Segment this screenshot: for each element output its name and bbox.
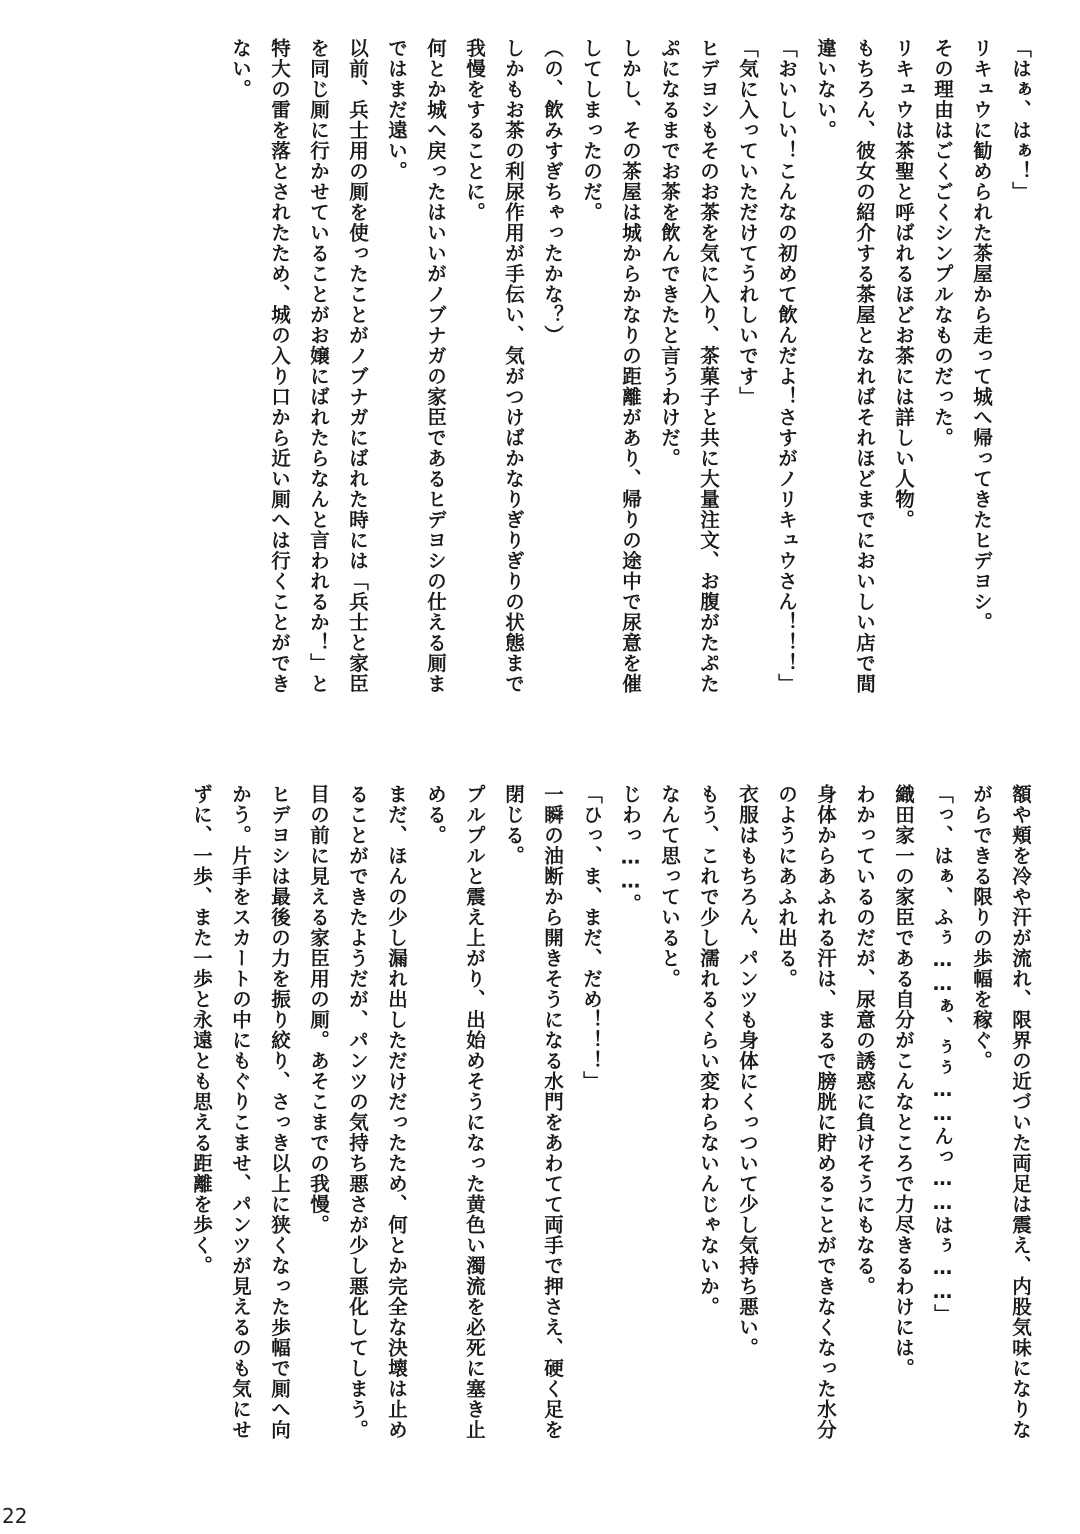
text-line: 「はぁ、はぁ！」 bbox=[1009, 38, 1032, 202]
text-line: 「っ、はぁ、ふぅ……ぁ、ぅぅ……んっ……はぅ……」 bbox=[931, 784, 954, 1325]
text-line: じわっ……。 bbox=[619, 784, 642, 914]
text-line: してしまったのだ。 bbox=[580, 38, 603, 223]
text-line: 額や頬を冷や汗が流れ、限界の近づいた両足は震え、内股気味になりな bbox=[1009, 784, 1032, 1440]
text-line: ることができたようだが、パンツの気持ち悪さが少し悪化してしまう。 bbox=[346, 784, 369, 1440]
text-line: める。 bbox=[424, 784, 447, 846]
text-line: のようにあふれ出る。 bbox=[775, 784, 798, 989]
lower-text-block bbox=[182, 784, 1040, 1504]
text-line: 身体からあふれる汗は、まるで膀胱に貯めることができなくなった水分 bbox=[814, 784, 837, 1440]
text-line: かう。片手をスカートの中にもぐりこませ、パンツが見えるのも気にせ bbox=[229, 784, 252, 1440]
text-line: もちろん、彼女の紹介する茶屋となればそれほどまでにおいしい店で間 bbox=[853, 38, 876, 694]
text-line: 衣服はもちろん、パンツも身体にくっついて少し気持ち悪い。 bbox=[736, 784, 759, 1358]
text-line: 我慢をすることに。 bbox=[463, 38, 486, 223]
text-line: しかもお茶の利尿作用が手伝い、気がつけばかなりぎりぎりの状態まで bbox=[502, 38, 525, 694]
text-line: を同じ厠に行かせていることがお嬢にばれたらなんと言われるか！」と bbox=[307, 38, 330, 694]
text-line: ヒデヨシは最後の力を振り絞り、さっき以上に狭くなった歩幅で厠へ向 bbox=[268, 784, 291, 1440]
upper-text-block bbox=[221, 38, 1040, 768]
text-line: ぷになるまでお茶を飲んできたと言うわけだ。 bbox=[658, 38, 681, 469]
text-line: 「おいしい！こんなの初めて飲んだよ！さすがノリキュウさん！！！」 bbox=[775, 38, 798, 694]
text-line: 目の前に見える家臣用の厠。あそこまでの我慢。 bbox=[307, 784, 330, 1235]
text-line: がらできる限りの歩幅を稼ぐ。 bbox=[970, 784, 993, 1071]
text-line: わかっているのだが、尿意の誘惑に負けそうにもなる。 bbox=[853, 784, 876, 1297]
text-line: その理由はごくごくシンプルなものだった。 bbox=[931, 38, 954, 448]
text-line: 閉じる。 bbox=[502, 784, 525, 866]
text-line: ない。 bbox=[229, 38, 252, 100]
text-line: 特大の雷を落とされたため、城の入り口から近い厠へは行くことができ bbox=[268, 38, 291, 694]
text-line: もう、これで少し濡れるくらい変わらないんじゃないか。 bbox=[697, 784, 720, 1317]
text-line: 何とか城へ戻ったはいいがノブナガの家臣であるヒデヨシの仕える厠ま bbox=[424, 38, 447, 694]
text-line: プルプルと震え上がり、出始めそうになった黄色い濁流を必死に塞き止 bbox=[463, 784, 486, 1440]
text-line: 「気に入っていただけてうれしいです」 bbox=[736, 38, 759, 407]
text-line: まだ、ほんの少し漏れ出しただけだったため、何とか完全な決壊は止め bbox=[385, 784, 408, 1440]
text-line: 一瞬の油断から開きそうになる水門をあわてて両手で押さえ、硬く足を bbox=[541, 784, 564, 1440]
text-line: なんて思っていると。 bbox=[658, 784, 681, 989]
text-line: ずに、一歩、また一歩と永遠とも思える距離を歩く。 bbox=[190, 784, 213, 1276]
text-line: 「ひっ、ま、まだ、だめ！！！」 bbox=[580, 784, 603, 1092]
page-number: 22 bbox=[2, 1504, 28, 1528]
text-line: （の、飲みすぎちゃったかな？） bbox=[541, 38, 564, 346]
text-line: リキュウは茶聖と呼ばれるほどお茶には詳しい人物。 bbox=[892, 38, 915, 530]
text-line: リキュウに勧められた茶屋から走って城へ帰ってきたヒデヨシ。 bbox=[970, 38, 993, 633]
text-line: 以前、兵士用の厠を使ったことがノブナガにばれた時には「兵士と家臣 bbox=[346, 38, 369, 694]
text-line: 違いない。 bbox=[814, 38, 837, 141]
text-line: ヒデヨシもそのお茶を気に入り、茶菓子と共に大量注文、お腹がたぷた bbox=[697, 38, 720, 694]
text-line: 織田家一の家臣である自分がこんなところで力尽きるわけには。 bbox=[892, 784, 915, 1379]
text-line: しかし、その茶屋は城からかなりの距離があり、帰りの途中で尿意を催 bbox=[619, 38, 642, 694]
text-line: ではまだ遠い。 bbox=[385, 38, 408, 182]
